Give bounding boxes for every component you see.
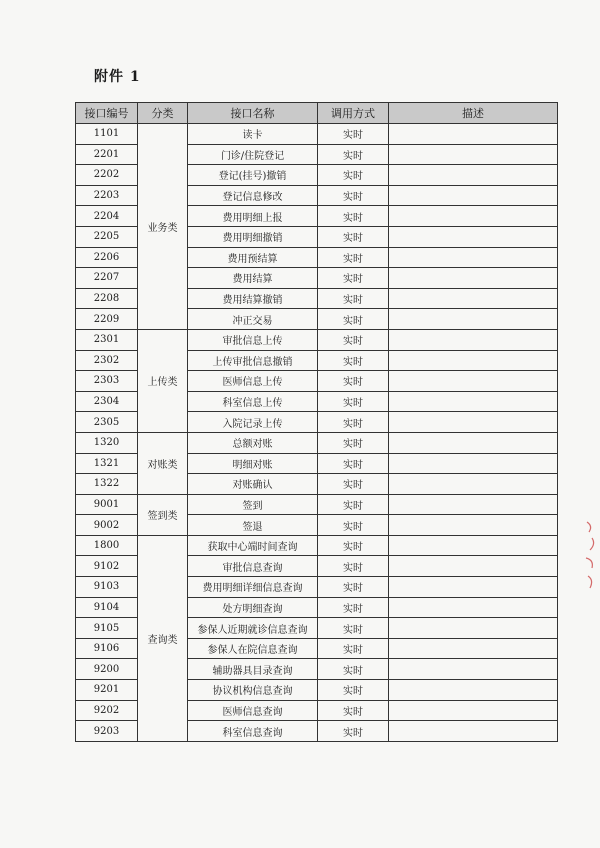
- description-cell: [389, 288, 558, 309]
- interface-code: 9106: [76, 638, 138, 659]
- call-mode: 实时: [318, 535, 389, 556]
- header-code: 接口编号: [76, 103, 138, 124]
- description-cell: [389, 185, 558, 206]
- interface-name: 参保人在院信息查询: [188, 638, 318, 659]
- call-mode: 实时: [318, 638, 389, 659]
- interface-code: 9103: [76, 577, 138, 598]
- call-mode: 实时: [318, 494, 389, 515]
- description-cell: [389, 226, 558, 247]
- interface-name: 登记信息修改: [188, 185, 318, 206]
- description-cell: [389, 309, 558, 330]
- interface-code: 9001: [76, 494, 138, 515]
- table-row: [76, 432, 558, 453]
- description-cell: [389, 329, 558, 350]
- description-cell: [389, 371, 558, 392]
- table-row: [76, 535, 558, 556]
- interface-name: 医师信息上传: [188, 371, 318, 392]
- description-cell: [389, 144, 558, 165]
- call-mode: 实时: [318, 515, 389, 536]
- description-cell: [389, 350, 558, 371]
- interface-name: 科室信息查询: [188, 721, 318, 742]
- interface-code: 2304: [76, 391, 138, 412]
- description-cell: [389, 577, 558, 598]
- description-cell: [389, 391, 558, 412]
- call-mode: 实时: [318, 412, 389, 433]
- call-mode: 实时: [318, 206, 389, 227]
- interface-code: 9105: [76, 618, 138, 639]
- interface-code: 1322: [76, 474, 138, 495]
- description-cell: [389, 124, 558, 145]
- interface-name: 医师信息查询: [188, 700, 318, 721]
- description-cell: [389, 432, 558, 453]
- description-cell: [389, 494, 558, 515]
- interface-name: 费用结算撤销: [188, 288, 318, 309]
- description-cell: [389, 680, 558, 701]
- description-cell: [389, 412, 558, 433]
- description-cell: [389, 268, 558, 289]
- page-title: 附件 1: [94, 69, 141, 85]
- category-cell: 上传类: [138, 329, 188, 432]
- red-stamp-mark: [584, 518, 598, 598]
- call-mode: 实时: [318, 165, 389, 186]
- interface-name: 费用明细上报: [188, 206, 318, 227]
- call-mode: 实时: [318, 329, 389, 350]
- description-cell: [389, 659, 558, 680]
- call-mode: 实时: [318, 124, 389, 145]
- table-row: [76, 494, 558, 515]
- interface-code: 2201: [76, 144, 138, 165]
- interface-code: 9203: [76, 721, 138, 742]
- call-mode: 实时: [318, 371, 389, 392]
- interface-name: 费用预结算: [188, 247, 318, 268]
- description-cell: [389, 638, 558, 659]
- interface-name: 处方明细查询: [188, 597, 318, 618]
- interface-code: 2209: [76, 309, 138, 330]
- description-cell: [389, 474, 558, 495]
- description-cell: [389, 721, 558, 742]
- header-category: 分类: [138, 103, 188, 124]
- call-mode: 实时: [318, 577, 389, 598]
- call-mode: 实时: [318, 391, 389, 412]
- call-mode: 实时: [318, 247, 389, 268]
- interface-name: 读卡: [188, 124, 318, 145]
- call-mode: 实时: [318, 453, 389, 474]
- header-mode: 调用方式: [318, 103, 389, 124]
- interface-name: 参保人近期就诊信息查询: [188, 618, 318, 639]
- table-header-row: [76, 103, 558, 124]
- interface-code: 9202: [76, 700, 138, 721]
- interface-code: 2205: [76, 226, 138, 247]
- call-mode: 实时: [318, 700, 389, 721]
- call-mode: 实时: [318, 474, 389, 495]
- interface-code: 2303: [76, 371, 138, 392]
- interface-code: 2203: [76, 185, 138, 206]
- interface-name: 科室信息上传: [188, 391, 318, 412]
- description-cell: [389, 556, 558, 577]
- interface-name: 费用明细撤销: [188, 226, 318, 247]
- call-mode: 实时: [318, 144, 389, 165]
- interface-name: 辅助器具目录查询: [188, 659, 318, 680]
- interface-code: 2204: [76, 206, 138, 227]
- table-row: [76, 329, 558, 350]
- description-cell: [389, 453, 558, 474]
- call-mode: 实时: [318, 680, 389, 701]
- interface-code: 1800: [76, 535, 138, 556]
- header-name: 接口名称: [188, 103, 318, 124]
- interface-code: 2206: [76, 247, 138, 268]
- call-mode: 实时: [318, 268, 389, 289]
- call-mode: 实时: [318, 556, 389, 577]
- interface-name: 冲正交易: [188, 309, 318, 330]
- interface-name: 审批信息查询: [188, 556, 318, 577]
- interface-name: 审批信息上传: [188, 329, 318, 350]
- call-mode: 实时: [318, 350, 389, 371]
- interface-name: 明细对账: [188, 453, 318, 474]
- interface-code: 2302: [76, 350, 138, 371]
- category-cell: 业务类: [138, 124, 188, 330]
- interface-code: 2305: [76, 412, 138, 433]
- description-cell: [389, 535, 558, 556]
- description-cell: [389, 597, 558, 618]
- description-cell: [389, 165, 558, 186]
- description-cell: [389, 247, 558, 268]
- interface-name: 门诊/住院登记: [188, 144, 318, 165]
- description-cell: [389, 206, 558, 227]
- call-mode: 实时: [318, 226, 389, 247]
- interface-code: 9200: [76, 659, 138, 680]
- call-mode: 实时: [318, 432, 389, 453]
- description-cell: [389, 618, 558, 639]
- interface-table: [75, 102, 558, 742]
- description-cell: [389, 515, 558, 536]
- interface-name: 入院记录上传: [188, 412, 318, 433]
- interface-name: 费用结算: [188, 268, 318, 289]
- interface-name: 签到: [188, 494, 318, 515]
- call-mode: 实时: [318, 185, 389, 206]
- description-cell: [389, 700, 558, 721]
- interface-code: 9201: [76, 680, 138, 701]
- call-mode: 实时: [318, 618, 389, 639]
- call-mode: 实时: [318, 597, 389, 618]
- interface-name: 总额对账: [188, 432, 318, 453]
- interface-code: 2207: [76, 268, 138, 289]
- interface-name: 对账确认: [188, 474, 318, 495]
- table-row: [76, 124, 558, 145]
- interface-code: 2301: [76, 329, 138, 350]
- category-cell: 对账类: [138, 432, 188, 494]
- call-mode: 实时: [318, 309, 389, 330]
- interface-code: 9102: [76, 556, 138, 577]
- interface-name: 获取中心端时间查询: [188, 535, 318, 556]
- interface-code: 1321: [76, 453, 138, 474]
- call-mode: 实时: [318, 288, 389, 309]
- header-description: 描述: [389, 103, 558, 124]
- interface-code: 9002: [76, 515, 138, 536]
- interface-code: 1320: [76, 432, 138, 453]
- category-cell: 签到类: [138, 494, 188, 535]
- category-cell: 查询类: [138, 535, 188, 741]
- interface-name: 登记(挂号)撤销: [188, 165, 318, 186]
- interface-name: 签退: [188, 515, 318, 536]
- interface-name: 费用明细详细信息查询: [188, 577, 318, 598]
- interface-name: 上传审批信息撤销: [188, 350, 318, 371]
- interface-code: 2202: [76, 165, 138, 186]
- interface-code: 9104: [76, 597, 138, 618]
- interface-code: 1101: [76, 124, 138, 145]
- call-mode: 实时: [318, 721, 389, 742]
- interface-name: 协议机构信息查询: [188, 680, 318, 701]
- table-body: [76, 124, 558, 742]
- call-mode: 实时: [318, 659, 389, 680]
- interface-code: 2208: [76, 288, 138, 309]
